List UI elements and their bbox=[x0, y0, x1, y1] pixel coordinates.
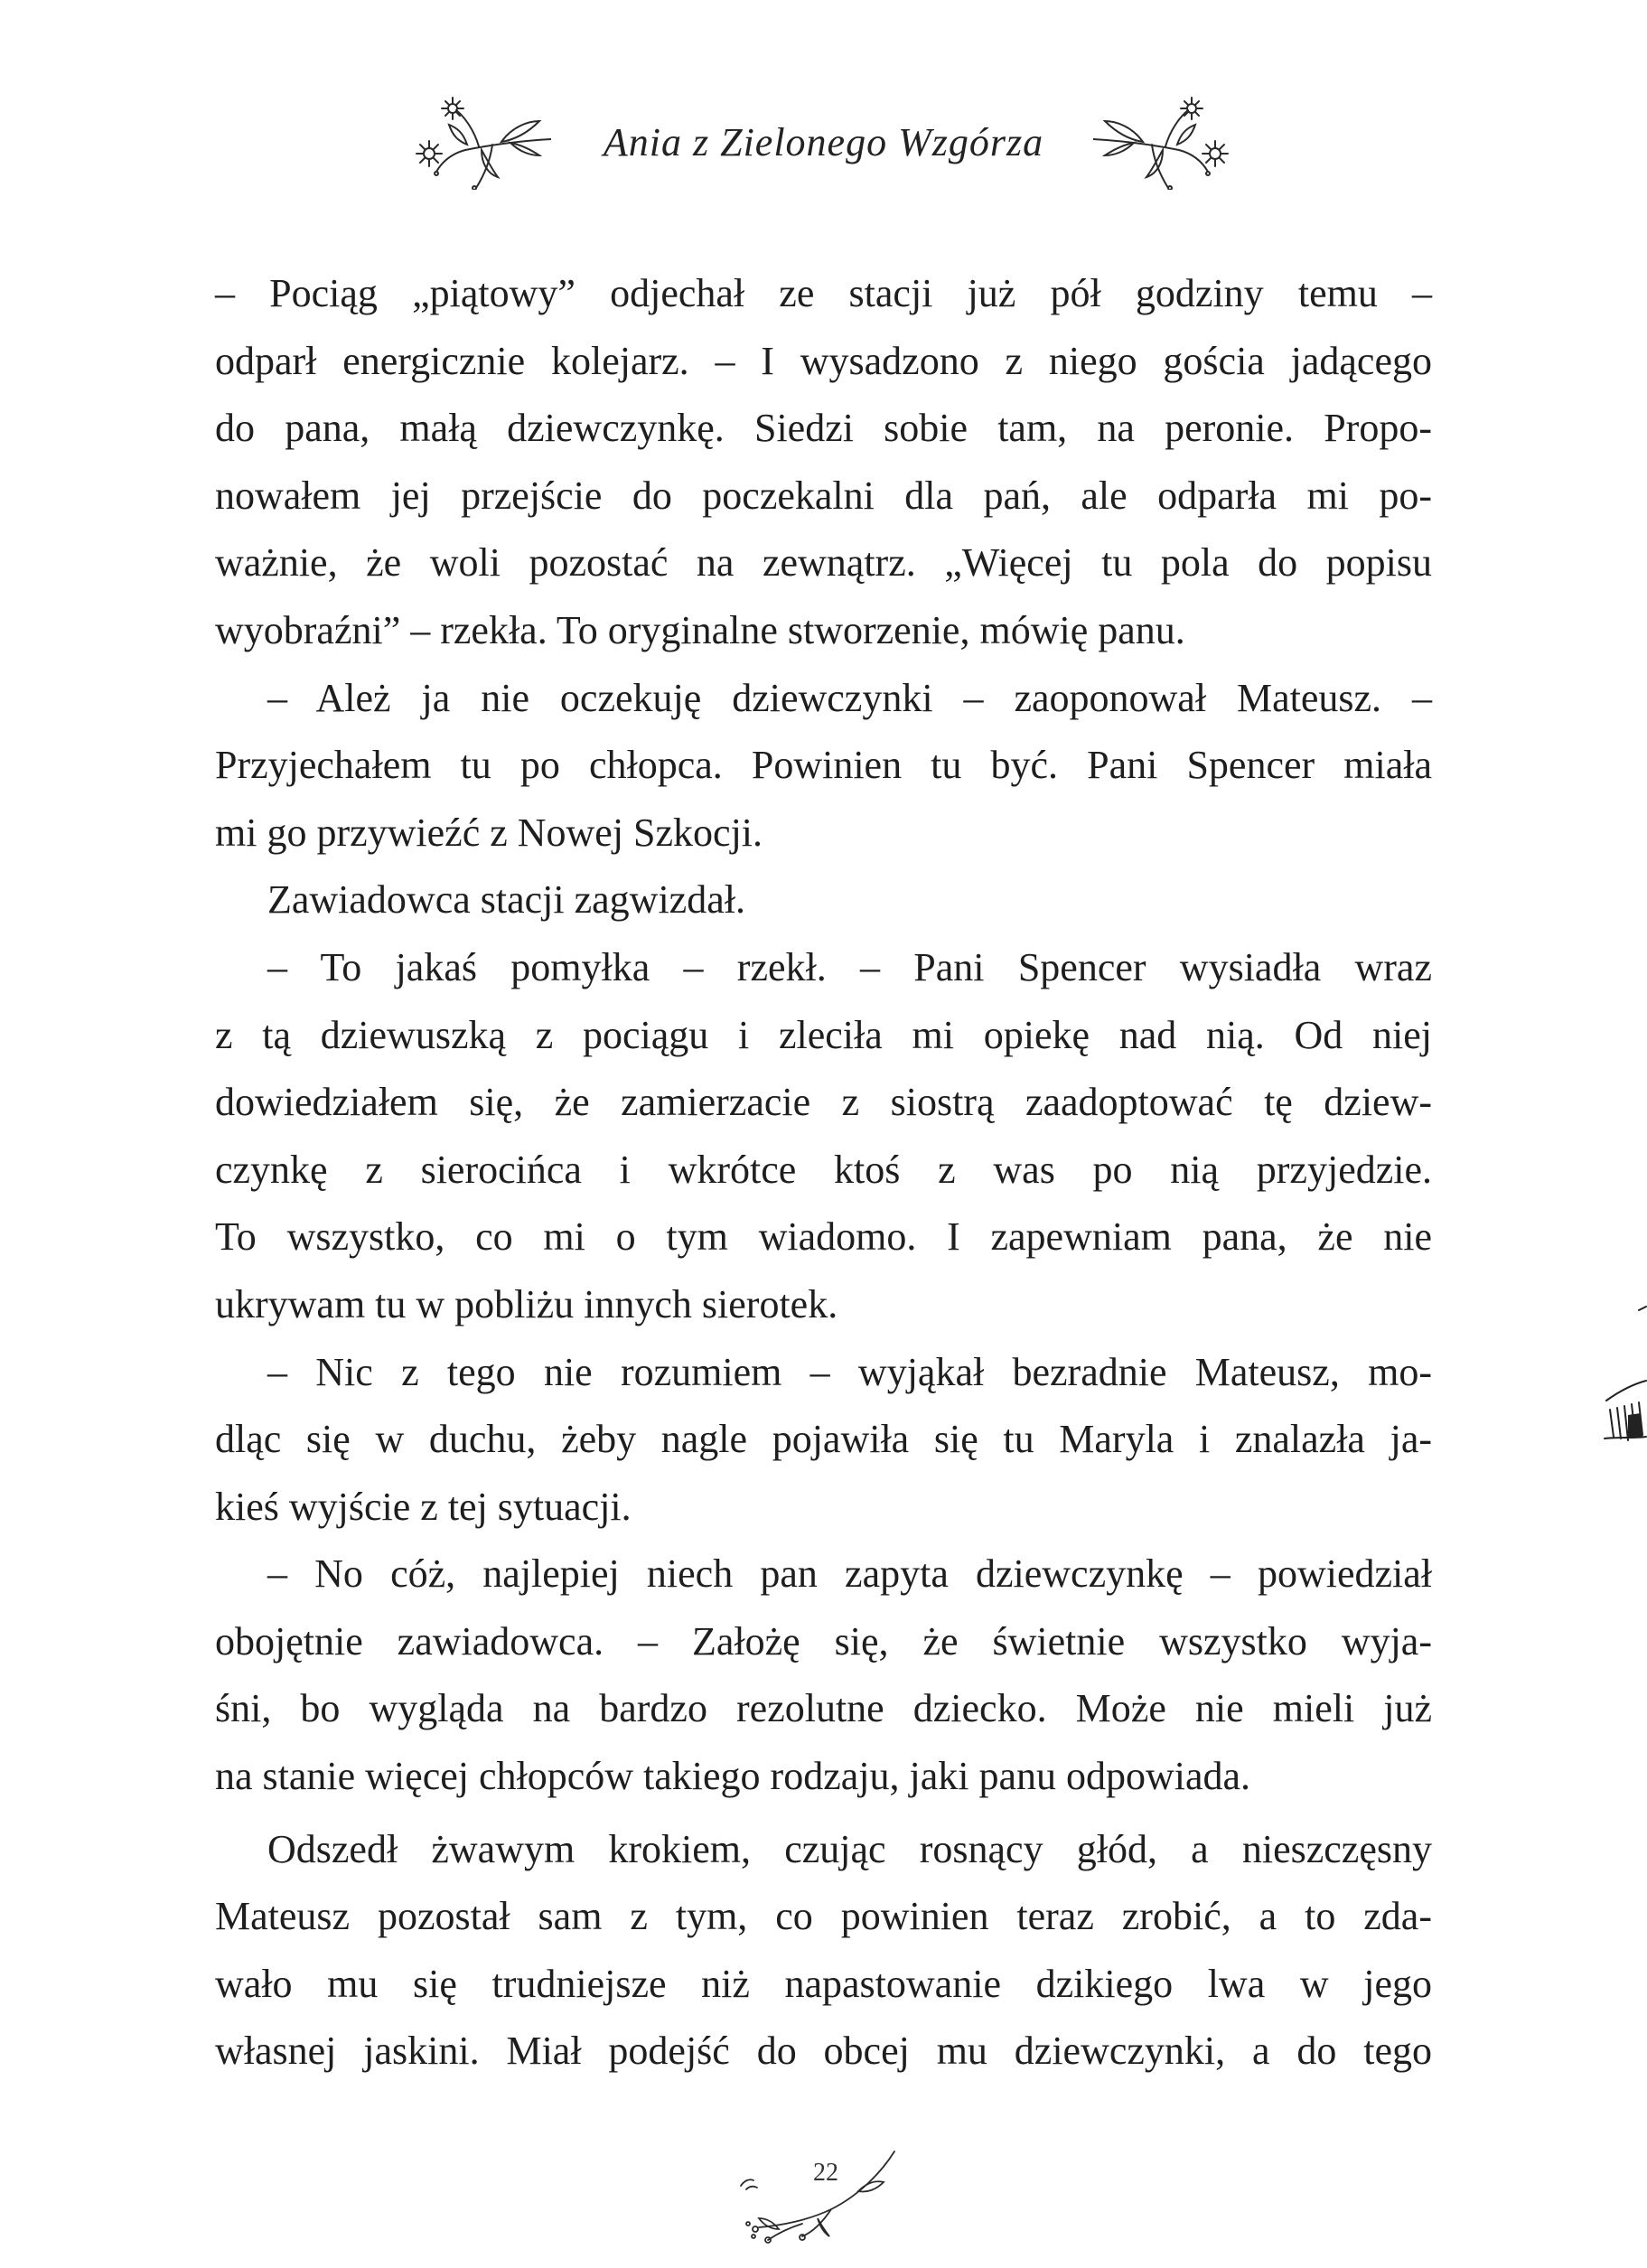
text-line: ukrywam tu w pobliżu innych sierotek. bbox=[215, 1281, 838, 1326]
text-line: do pana, małą dziewczynkę. Siedzi sobie tam, na peronie. Propo- bbox=[215, 406, 1432, 451]
text-line: – Pociąg „piątowy” odjechał ze stacji już pół godziny temu – bbox=[215, 271, 1432, 315]
text-line: Zawiadowca stacji zagwizdał. bbox=[267, 877, 745, 923]
text-line: – Nic z tego nie rozumiem – wyjąkał bezradnie Mateusz, mo- bbox=[267, 1349, 1432, 1394]
text-line: Odszedł żwawym krokiem, czując rosnący głód, a nieszczęsny bbox=[267, 1826, 1432, 1871]
text-line: To wszystko, co mi o tym wiadomo. I zapewniam pana, że nie bbox=[215, 1214, 1432, 1260]
text-line: Przyjechałem tu po chłopca. Powinien tu być. Pani Spencer miała bbox=[215, 743, 1432, 788]
floral-ornament-right-icon bbox=[1093, 90, 1251, 190]
page-number: 22 bbox=[813, 2159, 838, 2187]
text-line: dląc się w duchu, żeby nagle pojawiła się tu Maryla i znalazła ja- bbox=[215, 1417, 1432, 1462]
text-line: z tą dziewuszką z pociągu i zleciła mi opiekę nad nią. Od niej bbox=[215, 1012, 1432, 1057]
text-line: – Ależ ja nie oczekuję dziewczynki – zaoponował Mateusz. – bbox=[267, 675, 1432, 720]
text-line: obojętnie zawiadowca. – Założę się, że świetnie wszystko wyja- bbox=[215, 1618, 1432, 1664]
text-line: nowałem jej przejście do poczekalni dla pań, ale odparła mi po- bbox=[215, 473, 1432, 518]
text-line: wało mu się trudniejsze niż napastowanie dzikiego lwa w jego bbox=[215, 1961, 1432, 2006]
running-head bbox=[0, 90, 1647, 199]
running-title: Ania z Zielonego Wzgórza bbox=[603, 120, 1044, 164]
text-line: ważnie, że woli pozostać na zewnątrz. „Więcej tu pola do popisu bbox=[215, 540, 1432, 586]
text-line: mi go przywieźć z Nowej Szkocji. bbox=[215, 810, 763, 855]
text-line: Mateusz pozostał sam z tym, co powinien teraz zrobić, a to zda- bbox=[215, 1894, 1432, 1939]
page-footer bbox=[723, 2146, 922, 2245]
body-text bbox=[215, 260, 1432, 2085]
text-line: dowiedziałem się, że zamierzacie z siostrą zaadoptować tę dziew- bbox=[215, 1080, 1432, 1125]
text-line: własnej jaskini. Miał podejść do obcej mu dziewczynki, a do tego bbox=[215, 2029, 1432, 2074]
text-line: na stanie więcej chłopców takiego rodzaju, jaki panu odpowiada. bbox=[215, 1754, 1251, 1799]
text-line: – To jakaś pomyłka – rzekł. – Pani Spencer wysiadła wraz bbox=[267, 944, 1432, 989]
text-line: – No cóż, najlepiej niech pan zapyta dziewczynkę – powiedział bbox=[267, 1551, 1432, 1597]
text-line: kieś wyjście z tej sytuacji. bbox=[215, 1484, 632, 1529]
edge-bleed-marks bbox=[1601, 1301, 1647, 1527]
text-line: śni, bo wygląda na bardzo rezolutne dziecko. Może nie mieli już bbox=[215, 1686, 1432, 1731]
text-line: wyobraźni” – rzekła. To oryginalne stworzenie, mówię panu. bbox=[215, 607, 1185, 652]
text-line: czynkę z sierocińca i wkrótce ktoś z was po nią przyjedzie. bbox=[215, 1147, 1432, 1192]
text-line: odparł energicznie kolejarz. – I wysadzono z niego gościa jadącego bbox=[215, 338, 1432, 383]
